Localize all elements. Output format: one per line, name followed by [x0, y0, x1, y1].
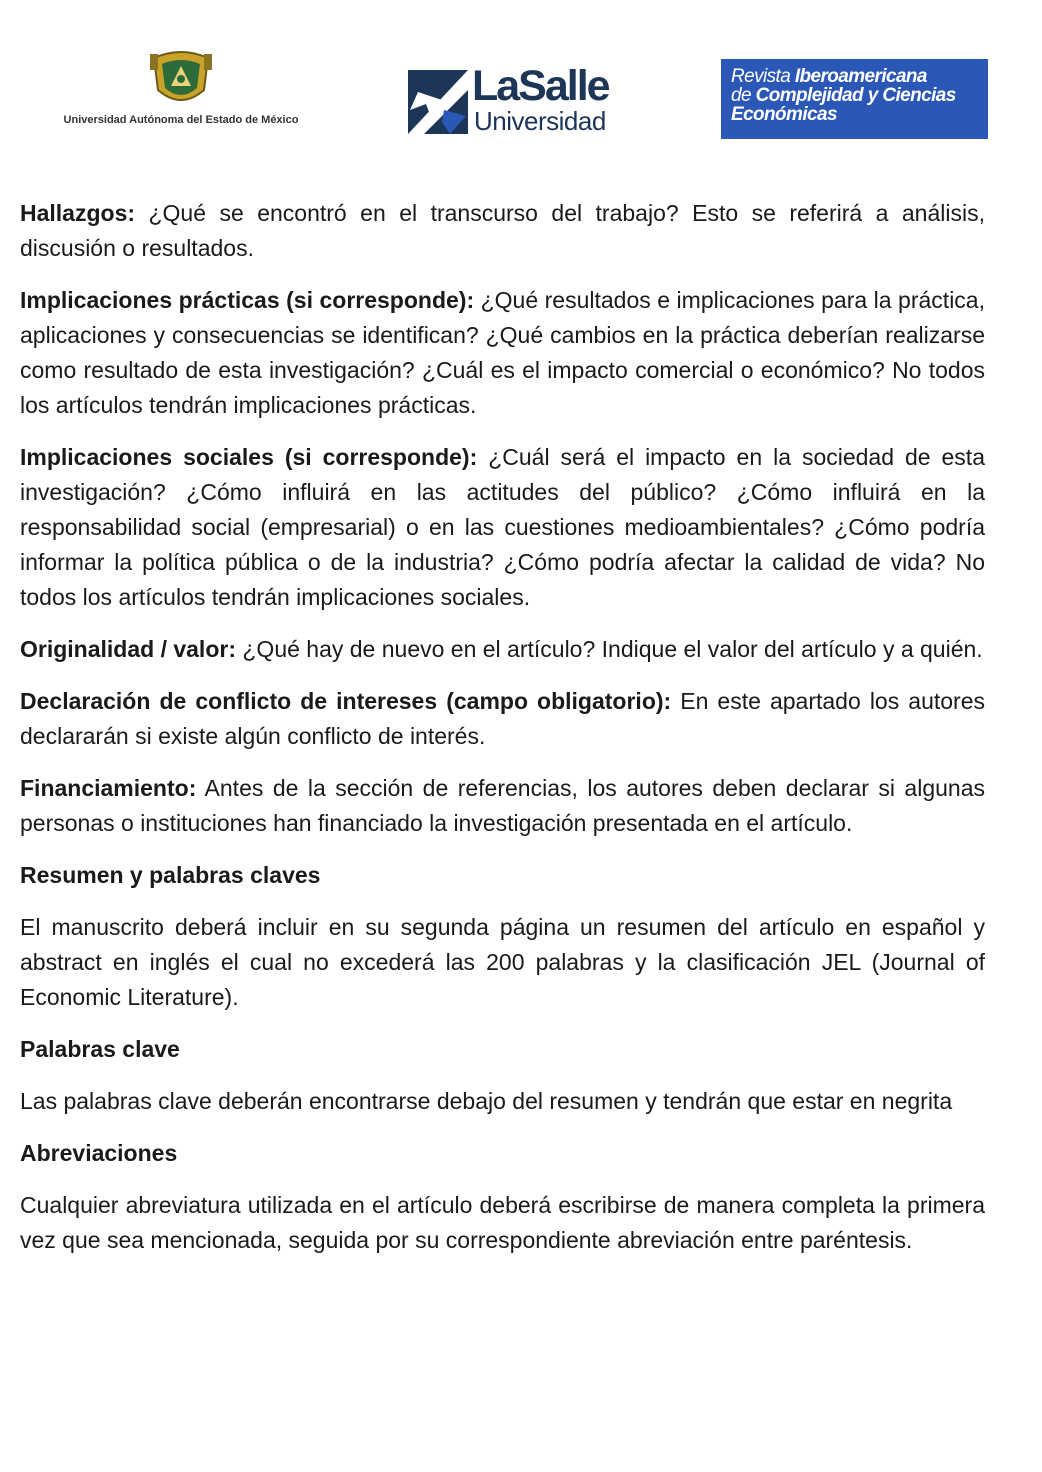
label-implicaciones-sociales: Implicaciones sociales (si corresponde):: [20, 444, 478, 470]
paragraph-resumen: El manuscrito deberá incluir en su segunda página un resumen del artículo en español y abstract en inglés el cual no excederá las 200 palabras y la clasificación JEL (Journal of Economic Literature).: [20, 914, 985, 1010]
text-conflicto-intereses: En este apartado los autores declararán si existe algún conflicto de interés.: [20, 688, 985, 749]
text-implicaciones-sociales: ¿Cuál será el impacto en la sociedad de esta investigación? ¿Cómo influirá en las actitudes del público? ¿Cómo influirá en la responsabilidad social (empresarial) o en las cuestiones medioambientales? ¿Cómo podría informar la política pública o de la industria? ¿Cómo podría afectar la calidad de vida? No todos los artículos tendrán implicaciones sociales.: [20, 444, 985, 610]
revista-line-1: [731, 67, 988, 86]
paragraph-originalidad: [20, 632, 985, 667]
revista-word: de: [731, 85, 756, 106]
uaem-seal-icon: [146, 50, 216, 108]
text-financiamiento: Antes de la sección de referencias, los autores deben declarar si algunas personas o instituciones han financiado la investigación presentada en el artículo.: [20, 775, 985, 836]
label-conflicto-intereses: Declaración de conflicto de intereses (campo obligatorio):: [20, 688, 672, 714]
revista-line-3: Económicas: [731, 104, 837, 125]
revista-word-bold: Iberoamericana: [794, 66, 927, 87]
label-originalidad: Originalidad / valor:: [20, 636, 236, 662]
paragraph-abreviaciones: Cualquier abreviatura utilizada en el artículo deberá escribirse de manera completa la primera vez que sea mencionada, seguida por su correspondiente abreviación entre paréntesis.: [20, 1192, 985, 1253]
uaem-name: Universidad Autónoma del Estado de México: [63, 114, 299, 126]
uaem-logo: [46, 50, 316, 130]
document-body: [20, 196, 985, 1275]
paragraph-implicaciones-practicas: [20, 283, 985, 423]
label-financiamiento: Financiamiento:: [20, 775, 197, 801]
text-hallazgos: ¿Qué se encontró en el transcurso del trabajo? Esto se referirá a análisis, discusión o resultados.: [20, 200, 985, 261]
paragraph-conflicto-intereses: [20, 684, 985, 754]
revista-word: Revista: [731, 66, 795, 87]
page-header: [0, 0, 1042, 160]
heading-palabras-clave: Palabras clave: [20, 1036, 180, 1062]
lasalle-name: LaSalle: [472, 62, 609, 110]
paragraph-hallazgos: [20, 196, 985, 266]
label-implicaciones-practicas: Implicaciones prácticas (si corresponde):: [20, 287, 475, 313]
paragraph-financiamiento: [20, 771, 985, 841]
revista-word-bold: Complejidad y Ciencias: [755, 85, 956, 106]
lasalle-logo: [408, 62, 623, 136]
paragraph-implicaciones-sociales: [20, 440, 985, 615]
lasalle-star-icon: [408, 70, 468, 134]
revista-line-2: [731, 86, 988, 105]
label-hallazgos: Hallazgos:: [20, 200, 136, 226]
text-originalidad: ¿Qué hay de nuevo en el artículo? Indique el valor del artículo y a quién.: [235, 636, 983, 662]
revista-logo: [721, 59, 988, 139]
lasalle-subtitle: Universidad: [474, 106, 606, 136]
heading-resumen: Resumen y palabras claves: [20, 862, 321, 888]
heading-abreviaciones: Abreviaciones: [20, 1140, 178, 1166]
text-implicaciones-practicas: ¿Qué resultados e implicaciones para la práctica, aplicaciones y consecuencias se identifican? ¿Qué cambios en la práctica deberían realizarse como resultado de esta investigación? ¿Cuál es el impacto comercial o económico? No todos los artículos tendrán implicaciones prácticas.: [20, 287, 985, 418]
paragraph-palabras-clave: Las palabras clave deberán encontrarse debajo del resumen y tendrán que estar en negrita: [20, 1088, 953, 1114]
